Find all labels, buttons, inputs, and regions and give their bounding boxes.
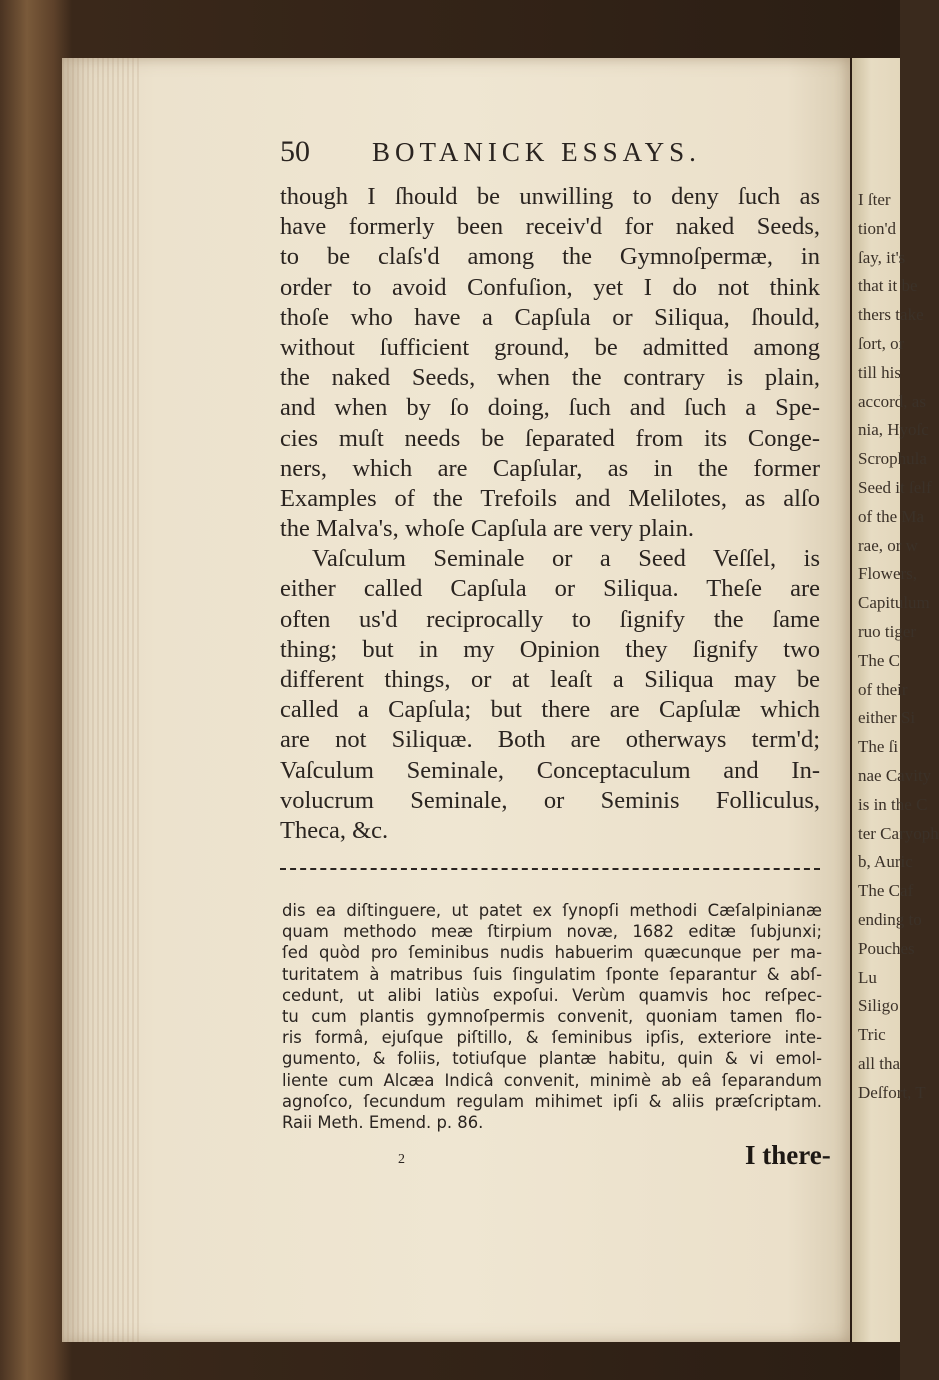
facing-page-line: I ſter — [858, 190, 891, 209]
facing-page-line: ending to — [858, 909, 922, 929]
page-edges — [62, 58, 142, 1342]
facing-page-line: Tric — [858, 1025, 886, 1045]
text-line: without ſufficient ground, be admitted among — [280, 333, 820, 361]
facing-page-line: tion'd — [858, 218, 897, 238]
facing-page-line: Siligo — [858, 996, 899, 1016]
facing-page-line: till his — [858, 362, 901, 382]
footnote-line: liente cum Alcæa Indicâ convenit, minimè ab eâ ſeparandum — [282, 1070, 822, 1090]
facing-page-line: The ſi — [858, 737, 899, 757]
page-number: 50 — [280, 135, 310, 168]
facing-page-line: is in the C — [858, 794, 928, 814]
facing-page-line: nia, Hyoſc — [858, 420, 929, 440]
footnote-line: agnoſco, ſecundum regulam mihimet ipſi & aliis præſcriptam. — [282, 1091, 822, 1111]
text-line: Examples of the Trefoils and Melilotes, as alſo — [280, 484, 820, 512]
facing-page-line: thers take — [858, 305, 924, 325]
footnote-line: ris formâ, ejuſque piſtillo, & ſeminibus ipſis, exteriore inte- — [282, 1028, 822, 1048]
facing-page-line: Seed it ſelf — [858, 477, 932, 497]
facing-page-line: b, Auric — [858, 852, 913, 872]
text-line: Vaſculum Seminale, Conceptaculum and In- — [280, 756, 820, 784]
facing-page-line: Scrophula — [858, 449, 927, 469]
footnote-line: cedunt, ut alibi latiùs expoſui. Verùm quamvis hoc reſpec- — [282, 985, 822, 1005]
footnote-line: tu cum plantis gymnoſpermis convenit, quoniam tamen flo- — [282, 1006, 822, 1026]
footnote-line: dis ea diſtinguere, ut patet ex ſynopſi methodi Cæſalpinianæ — [282, 901, 822, 920]
facing-page-edge — [852, 58, 939, 1342]
facing-page-line: of their — [858, 679, 908, 699]
text-line: have formerly been receiv'd for naked Seeds, — [280, 213, 820, 241]
text-line: either called Capſula or Siliqua. Theſe are — [280, 575, 820, 603]
facing-page-line: ruo tiger — [858, 621, 917, 641]
text-line: the Malva's, whoſe Capſula are very plain. — [280, 515, 694, 543]
catchword: I there- — [745, 1140, 831, 1170]
text-line: to be claſs'd among the Gymnoſpermæ, in — [280, 243, 820, 271]
facing-page-line: nae Cavity — [858, 765, 932, 785]
facing-page-line: Capitulum — [858, 593, 930, 613]
facing-page-line: The C — [858, 650, 901, 670]
facing-page-line: that it be — [858, 276, 918, 296]
facing-page-line: Flowers, — [858, 564, 918, 584]
main-text — [280, 182, 820, 846]
facing-page-line: ſort, or — [858, 333, 905, 353]
text-line: different things, or at leaſt a Siliqua may be — [280, 666, 820, 693]
text-line: and when by ſo doing, ſuch and ſuch a Spe- — [280, 394, 820, 422]
page-header — [280, 135, 820, 175]
text-line: ners, which are Capſular, as in the former — [280, 454, 820, 482]
text-line: thing; but in my Opinion they ſignify two — [280, 635, 820, 663]
facing-page-text — [852, 186, 939, 1108]
text-line: though I ſhould be unwilling to deny ſuch as — [280, 183, 820, 210]
text-line: the naked Seeds, when the contrary is plain, — [280, 364, 820, 392]
footnote-line: ſed quòd pro ſeminibus nudis habuerim quæcunque per ma- — [282, 943, 822, 963]
running-title: BOTANICK ESSAYS. — [372, 137, 701, 167]
text-line: often us'd reciprocally to ſignify the ſame — [280, 605, 820, 633]
facing-page-line: ſay, it's — [858, 247, 906, 267]
facing-page-line: rae, or w — [858, 535, 918, 555]
text-line: Vaſculum Seminale or a Seed Veſſel, is — [312, 545, 820, 573]
facing-page-line: ter Caryoph — [858, 823, 939, 843]
facing-page-line: accord, as — [858, 391, 926, 411]
footnote-line: gumento, & foliis, totiuſque plantæ habitu, quin & vi emol- — [282, 1049, 822, 1069]
footnote-rule — [280, 868, 820, 873]
footnote-line: Raii Meth. Emend. p. 86. — [282, 1112, 484, 1132]
footnote-line: quam methodo meæ ſtirpium novæ, 1682 editæ ſubjunxi; — [282, 922, 822, 942]
footnote — [282, 900, 822, 1133]
facing-page-line: The Caf — [858, 881, 914, 901]
text-line: are not Siliquæ. Both are otherways term'd; — [280, 726, 820, 754]
text-line: called a Capſula; but there are Capſulæ which — [280, 696, 820, 724]
text-line: thoſe who have a Capſula or Siliqua, ſhould, — [280, 303, 820, 331]
facing-page-line: all tha — [858, 1053, 901, 1073]
facing-page-line: Lu — [858, 967, 877, 987]
facing-page-line: either Si — [858, 708, 916, 728]
facing-page-line: Pouches — [858, 938, 915, 958]
facing-page-line: Deſfort, T — [858, 1082, 926, 1102]
text-line: cies muſt needs be ſeparated from its Conge- — [280, 424, 820, 452]
facing-page-line: of the Ma — [858, 506, 925, 526]
signature-mark: 2 — [398, 1152, 405, 1167]
text-line: Theca, &c. — [280, 816, 389, 844]
footnote-line: turitatem à matribus ſuis ſingulatim ſponte ſeparantur & abſ- — [282, 964, 822, 984]
text-line: order to avoid Confuſion, yet I do not think — [280, 273, 820, 301]
text-line: volucrum Seminale, or Seminis Folliculus, — [280, 786, 820, 814]
